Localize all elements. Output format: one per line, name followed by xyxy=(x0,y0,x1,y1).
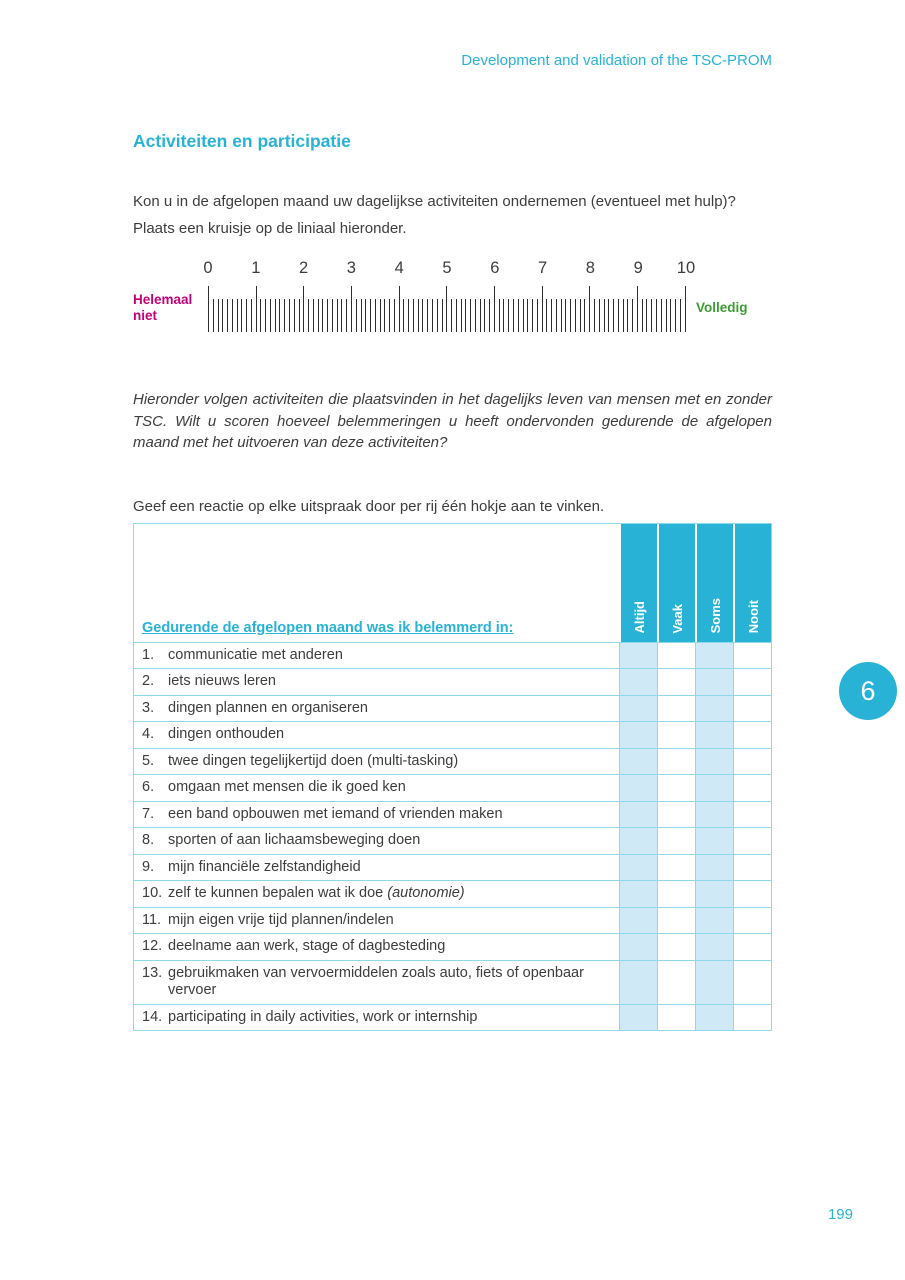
ruler-tick xyxy=(451,299,452,332)
ruler-tick xyxy=(442,299,443,332)
item-cell xyxy=(134,881,619,907)
answer-cell-altijd[interactable] xyxy=(619,908,657,934)
ruler-tick xyxy=(403,299,404,332)
answer-cell-nooit[interactable] xyxy=(733,1005,771,1031)
answer-cell-vaak[interactable] xyxy=(657,934,695,960)
answer-cell-vaak[interactable] xyxy=(657,802,695,828)
item-cell xyxy=(134,696,619,722)
answer-cell-altijd[interactable] xyxy=(619,802,657,828)
column-header-altijd xyxy=(619,524,657,642)
item-number: 5. xyxy=(142,752,155,769)
item-text-italic: (autonomie) xyxy=(387,885,465,901)
column-header-nooit xyxy=(733,524,771,642)
ruler-tick xyxy=(685,286,686,332)
table-row xyxy=(134,774,771,801)
ruler-tick xyxy=(332,299,333,332)
ruler-tick xyxy=(222,299,223,332)
item-number: 12. xyxy=(142,938,163,954)
answer-cell-altijd[interactable] xyxy=(619,934,657,960)
ruler-tick xyxy=(351,286,352,332)
ruler-number: 5 xyxy=(442,259,452,277)
answer-cell-soms[interactable] xyxy=(695,881,733,907)
ruler-tick xyxy=(294,299,295,332)
column-header-soms xyxy=(695,524,733,642)
ruler-numbers xyxy=(203,259,696,283)
ruler-tick xyxy=(623,299,624,332)
ruler-tick xyxy=(480,299,481,332)
answer-cell-soms[interactable] xyxy=(695,775,733,801)
ruler-tick xyxy=(513,299,514,332)
answer-cell-soms[interactable] xyxy=(695,643,733,669)
answer-cell-nooit[interactable] xyxy=(733,749,771,775)
ruler-tick xyxy=(604,299,605,332)
content-column xyxy=(133,0,772,1031)
ruler-tick xyxy=(546,299,547,332)
answer-cell-altijd[interactable] xyxy=(619,855,657,881)
ruler-tick xyxy=(499,299,500,332)
section-title: Activiteiten en participatie xyxy=(133,131,351,151)
answer-cell-nooit[interactable] xyxy=(733,908,771,934)
ruler-tick xyxy=(389,299,390,332)
item-cell xyxy=(134,961,619,1004)
table-row xyxy=(134,801,771,828)
ruler-tick xyxy=(270,299,271,332)
ruler-tick xyxy=(427,299,428,332)
ruler-tick xyxy=(551,299,552,332)
ruler-tick xyxy=(589,286,590,332)
item-number: 13. xyxy=(142,964,163,981)
running-header: Development and validation of the TSC-PROM xyxy=(461,52,772,69)
item-number: 9. xyxy=(142,858,155,875)
ruler-tick xyxy=(375,299,376,332)
ruler-tick xyxy=(227,299,228,332)
item-cell xyxy=(134,934,619,960)
answer-cell-soms[interactable] xyxy=(695,722,733,748)
answer-cell-soms[interactable] xyxy=(695,749,733,775)
answer-cell-soms[interactable] xyxy=(695,828,733,854)
ruler-tick xyxy=(475,299,476,332)
ruler-tick xyxy=(327,299,328,332)
ruler-number: 4 xyxy=(394,259,404,277)
answer-cell-vaak[interactable] xyxy=(657,828,695,854)
ruler-tick xyxy=(251,299,252,332)
ruler-tick xyxy=(503,299,504,332)
answer-cell-vaak[interactable] xyxy=(657,669,695,695)
item-text: sporten of aan lichaamsbeweging doen xyxy=(168,832,421,848)
item-number: 3. xyxy=(142,699,155,716)
answer-cell-soms[interactable] xyxy=(695,855,733,881)
ruler-number: 7 xyxy=(538,259,548,277)
ruler-tick xyxy=(218,299,219,332)
column-header-label: Nooit xyxy=(745,600,761,634)
answer-cell-soms[interactable] xyxy=(695,934,733,960)
page-number: 199 xyxy=(827,1206,853,1223)
table-header-row xyxy=(134,524,771,642)
ruler-number: 10 xyxy=(676,259,696,277)
answer-cell-soms[interactable] xyxy=(695,1005,733,1031)
ruler-tick xyxy=(613,299,614,332)
ruler-tick xyxy=(542,286,543,332)
ruler-tick xyxy=(356,299,357,332)
answer-cell-soms[interactable] xyxy=(695,802,733,828)
ruler-number: 8 xyxy=(585,259,595,277)
answer-cell-altijd[interactable] xyxy=(619,669,657,695)
ruler-tick xyxy=(675,299,676,332)
table-row xyxy=(134,642,771,669)
item-cell xyxy=(134,749,619,775)
ruler-tick xyxy=(322,299,323,332)
answer-cell-soms[interactable] xyxy=(695,908,733,934)
answer-cell-vaak[interactable] xyxy=(657,749,695,775)
table-title: Gedurende de afgelopen maand was ik belemmerd in: xyxy=(142,619,514,636)
ruler-tick xyxy=(608,299,609,332)
ruler-tick xyxy=(232,299,233,332)
answer-cell-vaak[interactable] xyxy=(657,855,695,881)
ruler-tick xyxy=(646,299,647,332)
answer-cell-altijd[interactable] xyxy=(619,961,657,1004)
item-text: dingen plannen en organiseren xyxy=(168,699,368,716)
ruler-tick xyxy=(565,299,566,332)
item-cell xyxy=(134,908,619,934)
ruler-tick xyxy=(384,299,385,332)
ruler-tick xyxy=(537,299,538,332)
answer-cell-nooit[interactable] xyxy=(733,934,771,960)
ruler-tick xyxy=(399,286,400,332)
ruler-tick xyxy=(494,286,495,332)
answer-cell-vaak[interactable] xyxy=(657,1005,695,1031)
answer-cell-nooit[interactable] xyxy=(733,643,771,669)
answer-cell-nooit[interactable] xyxy=(733,669,771,695)
item-cell xyxy=(134,775,619,801)
ruler-tick xyxy=(637,286,638,332)
ruler-scale xyxy=(203,259,696,332)
vas-ruler xyxy=(133,259,772,359)
table-row xyxy=(134,1004,771,1031)
table-row xyxy=(134,695,771,722)
ruler-tick xyxy=(666,299,667,332)
table-row xyxy=(134,668,771,695)
ruler-tick xyxy=(299,299,300,332)
ruler-tick xyxy=(632,299,633,332)
answer-cell-vaak[interactable] xyxy=(657,775,695,801)
ruler-tick xyxy=(446,286,447,332)
answer-cell-altijd[interactable] xyxy=(619,775,657,801)
ruler-tick xyxy=(656,299,657,332)
ruler-tick xyxy=(580,299,581,332)
ruler-tick xyxy=(575,299,576,332)
answer-cell-nooit[interactable] xyxy=(733,696,771,722)
table-title-cell xyxy=(134,524,619,642)
table-row xyxy=(134,721,771,748)
ruler-tick xyxy=(556,299,557,332)
answer-cell-vaak[interactable] xyxy=(657,696,695,722)
ruler-tick xyxy=(432,299,433,332)
item-cell xyxy=(134,802,619,828)
item-number: 14. xyxy=(142,1008,163,1025)
answer-cell-nooit[interactable] xyxy=(733,881,771,907)
ruler-tick xyxy=(341,299,342,332)
item-cell xyxy=(134,855,619,881)
ruler-tick xyxy=(308,299,309,332)
table-row xyxy=(134,880,771,907)
answer-cell-vaak[interactable] xyxy=(657,961,695,1004)
ruler-tick xyxy=(561,299,562,332)
chapter-tab: 6 xyxy=(839,662,897,720)
ruler-number: 3 xyxy=(346,259,356,277)
answer-cell-vaak[interactable] xyxy=(657,881,695,907)
item-number: 6. xyxy=(142,779,155,795)
table-row xyxy=(134,854,771,881)
table-row xyxy=(134,933,771,960)
item-number: 10. xyxy=(142,885,163,901)
ruler-tick xyxy=(599,299,600,332)
ruler-tick xyxy=(470,299,471,332)
ruler-number: 0 xyxy=(203,259,213,277)
item-cell xyxy=(134,828,619,854)
answer-cell-soms[interactable] xyxy=(695,696,733,722)
item-text: omgaan met mensen die ik goed ken xyxy=(168,779,406,795)
answer-cell-vaak[interactable] xyxy=(657,908,695,934)
answer-cell-nooit[interactable] xyxy=(733,722,771,748)
answer-cell-nooit[interactable] xyxy=(733,828,771,854)
ruler-tick xyxy=(208,286,209,332)
column-header-label: Altijd xyxy=(631,601,647,634)
ruler-tick xyxy=(680,299,681,332)
ruler-tick xyxy=(670,299,671,332)
answer-cell-altijd[interactable] xyxy=(619,749,657,775)
item-cell xyxy=(134,669,619,695)
item-text: een band opbouwen met iemand of vrienden maken xyxy=(168,805,503,822)
ruler-tick xyxy=(361,299,362,332)
answer-cell-vaak[interactable] xyxy=(657,722,695,748)
answer-cell-vaak[interactable] xyxy=(657,643,695,669)
ruler-tick xyxy=(370,299,371,332)
answer-cell-nooit[interactable] xyxy=(733,855,771,881)
answer-cell-nooit[interactable] xyxy=(733,961,771,1004)
ruler-tick xyxy=(213,299,214,332)
ruler-tick xyxy=(594,299,595,332)
question-table xyxy=(133,523,772,1032)
ruler-number: 1 xyxy=(251,259,261,277)
item-cell xyxy=(134,1005,619,1031)
item-text: dingen onthouden xyxy=(168,726,285,742)
answer-cell-soms[interactable] xyxy=(695,961,733,1004)
item-cell xyxy=(134,722,619,748)
ruler-tick xyxy=(642,299,643,332)
item-text: twee dingen tegelijkertijd doen (multi-tasking) xyxy=(168,752,459,769)
item-text: communicatie met anderen xyxy=(168,646,343,663)
item-text: iets nieuws leren xyxy=(168,673,276,689)
question-text: Kon u in de afgelopen maand uw dagelijkse activiteiten ondernemen (eventueel met hulp)? xyxy=(133,193,736,210)
ruler-tick xyxy=(584,299,585,332)
item-text: gebruikmaken van vervoermiddelen zoals auto, fiets of openbaar vervoer xyxy=(168,964,584,998)
ruler-tick xyxy=(303,286,304,332)
item-number: 1. xyxy=(142,646,155,663)
ruler-tick xyxy=(279,299,280,332)
ruler-tick xyxy=(246,299,247,332)
ruler-tick xyxy=(456,299,457,332)
ruler-tick xyxy=(237,299,238,332)
ruler-tick xyxy=(275,299,276,332)
answer-cell-altijd[interactable] xyxy=(619,696,657,722)
ruler-tick xyxy=(418,299,419,332)
item-number: 11. xyxy=(142,911,162,928)
ruler-ticks[interactable] xyxy=(208,286,686,332)
ruler-tick xyxy=(422,299,423,332)
ruler-tick xyxy=(461,299,462,332)
ruler-tick xyxy=(408,299,409,332)
table-row xyxy=(134,748,771,775)
ruler-tick xyxy=(465,299,466,332)
ruler-tick xyxy=(346,299,347,332)
item-text: deelname aan werk, stage of dagbesteding xyxy=(168,938,446,954)
ruler-instruction-text: Plaats een kruisje op de liniaal hieronder. xyxy=(133,219,407,237)
item-number: 4. xyxy=(142,726,155,742)
table-row xyxy=(134,827,771,854)
ruler-tick xyxy=(523,299,524,332)
ruler-tick xyxy=(380,299,381,332)
ruler-tick xyxy=(532,299,533,332)
ruler-tick xyxy=(365,299,366,332)
ruler-tick xyxy=(570,299,571,332)
ruler-tick xyxy=(527,299,528,332)
item-number: 8. xyxy=(142,832,155,848)
ruler-tick xyxy=(508,299,509,332)
ruler-tick xyxy=(289,299,290,332)
answer-cell-altijd[interactable] xyxy=(619,828,657,854)
item-text: participating in daily activities, work or internship xyxy=(168,1008,478,1025)
item-text: zelf te kunnen bepalen wat ik doe (autonomie) xyxy=(168,885,465,901)
table-body xyxy=(134,642,771,1031)
ruler-tick xyxy=(337,299,338,332)
answer-cell-altijd[interactable] xyxy=(619,722,657,748)
item-number: 7. xyxy=(142,805,155,822)
column-header-label: Soms xyxy=(707,598,723,634)
ruler-tick xyxy=(618,299,619,332)
answer-cell-altijd[interactable] xyxy=(619,643,657,669)
answer-cell-soms[interactable] xyxy=(695,669,733,695)
ruler-left-label: Helemaal niet xyxy=(133,292,193,323)
table-instruction-text: Geef een reactie op elke uitspraak door per rij één hokje aan te vinken. xyxy=(133,497,605,515)
column-header-vaak xyxy=(657,524,695,642)
ruler-tick xyxy=(256,286,257,332)
ruler-tick xyxy=(241,299,242,332)
ruler-tick xyxy=(318,299,319,332)
table-row xyxy=(134,907,771,934)
ruler-tick xyxy=(661,299,662,332)
ruler-tick xyxy=(489,299,490,332)
ruler-number: 9 xyxy=(633,259,643,277)
ruler-tick xyxy=(413,299,414,332)
ruler-tick xyxy=(437,299,438,332)
ruler-tick xyxy=(627,299,628,332)
ruler-tick xyxy=(313,299,314,332)
item-cell xyxy=(134,643,619,669)
answer-cell-altijd[interactable] xyxy=(619,881,657,907)
ruler-right-label: Volledig xyxy=(696,300,748,315)
answer-cell-nooit[interactable] xyxy=(733,802,771,828)
ruler-number: 2 xyxy=(299,259,309,277)
ruler-tick xyxy=(265,299,266,332)
column-header-label: Vaak xyxy=(669,603,685,634)
ruler-tick xyxy=(484,299,485,332)
ruler-tick xyxy=(284,299,285,332)
ruler-number: 6 xyxy=(490,259,500,277)
ruler-tick xyxy=(260,299,261,332)
answer-cell-altijd[interactable] xyxy=(619,1005,657,1031)
ruler-tick xyxy=(394,299,395,332)
item-number: 2. xyxy=(142,673,155,689)
answer-cell-nooit[interactable] xyxy=(733,775,771,801)
item-text: mijn eigen vrije tijd plannen/indelen xyxy=(168,911,394,928)
ruler-tick xyxy=(518,299,519,332)
ruler-tick xyxy=(651,299,652,332)
item-text: mijn financiële zelfstandigheid xyxy=(168,858,361,875)
intro-italic-text: Hieronder volgen activiteiten die plaatsvinden in het dagelijks leven van mensen met en zonder TSC. Wilt u scoren hoeveel belemmeringen u heeft ondervonden gedurende de afgelopen maand met het uitvoeren van deze activiteiten? xyxy=(133,391,772,451)
table-row xyxy=(134,960,771,1004)
